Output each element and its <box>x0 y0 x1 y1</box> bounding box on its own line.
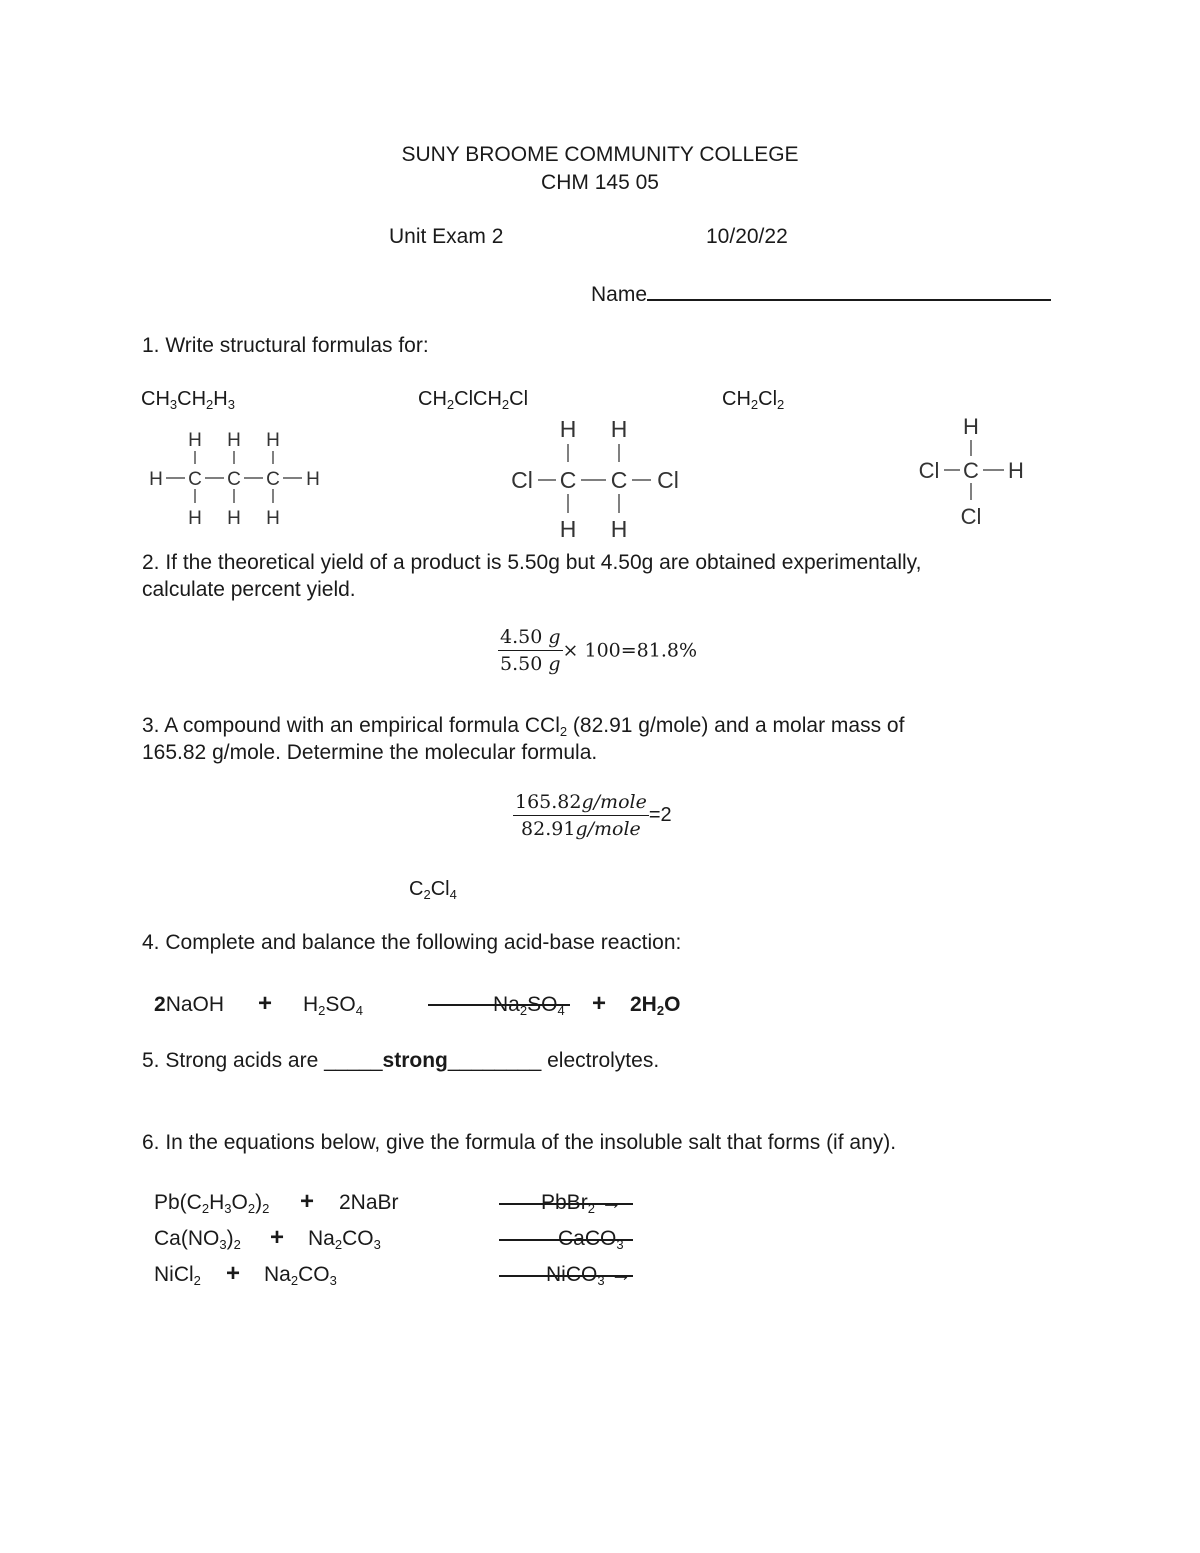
svg-text:H: H <box>559 416 577 442</box>
course-code: CHM 145 05 <box>541 171 659 194</box>
name-label: Name <box>591 283 648 306</box>
structure-dichloroethane <box>500 410 700 545</box>
svg-text:C: C <box>559 467 577 493</box>
svg-text:H: H <box>306 469 320 490</box>
q6-row1-plus: + <box>300 1188 315 1215</box>
svg-text:H: H <box>963 414 979 439</box>
question-4-prompt: 4. Complete and balance the following acid-base reaction: <box>142 931 682 954</box>
q6-row1-reactant-1: $Pb(C_2H_3O_2)_2$ <box>154 1191 270 1216</box>
svg-text:C: C <box>188 469 202 490</box>
svg-text:H: H <box>610 416 628 442</box>
q4-product-2: $2H_2O$ <box>630 993 681 1018</box>
q2-fraction: $\frac{4.50 g}{5.50 g}$ <box>500 626 561 675</box>
svg-text:Cl: Cl <box>918 458 940 483</box>
svg-text:Cl: Cl <box>511 467 533 493</box>
q4-reactant-2: $H_2SO_4$ <box>303 993 363 1018</box>
q6-row1-reactant-2: 2NaBr <box>339 1191 399 1214</box>
q1-formula-3: $CH_2Cl_2$ <box>722 388 785 412</box>
q3-equation: $\frac{\text{165.82g/mole}}{\text{82.91g/mole}}$ =2 <box>515 791 672 840</box>
q6-row3-reactant-2: $Na_2CO_3$ <box>264 1263 337 1288</box>
exam-title: Unit Exam 2 <box>389 225 504 248</box>
question-2-line1: 2. If the theoretical yield of a product is 5.50g but 4.50g are obtained experimentally, <box>142 551 922 574</box>
svg-text:H: H <box>610 516 628 542</box>
q4-reactant-1: 2NaOH <box>154 993 225 1016</box>
svg-text:H: H <box>559 516 577 542</box>
q3-fraction: $\frac{\text{165.82g/mole}}{\text{82.91g/mole}}$ <box>515 791 647 840</box>
name-underline <box>647 279 1051 301</box>
q6-row3-reactant-1: NiCl$_2$ <box>154 1263 201 1288</box>
structure-propane <box>140 420 340 535</box>
svg-text:Cl: Cl <box>657 467 679 493</box>
q1-formula-2: $CH_2ClCH_2Cl$ <box>418 388 529 412</box>
svg-text:H: H <box>227 508 241 529</box>
svg-text:H: H <box>149 469 163 490</box>
q6-row3-plus: + <box>226 1260 241 1287</box>
svg-text:Cl: Cl <box>960 504 982 529</box>
svg-text:H: H <box>266 430 280 451</box>
q6-row2-reactant-1: $Ca(NO_3)_2$ <box>154 1227 241 1252</box>
q6-row2-reactant-2: $Na_2CO_3$ <box>308 1227 381 1252</box>
question-3-line1: 3. A compound with an empirical formula CCl$_2$ (82.91 g/mole) and a molar mass of <box>142 714 905 739</box>
q6-row1-product: PbBr$_2$ → <box>541 1191 622 1216</box>
question-5: 5. Strong acids are _____strong________ electrolytes. <box>142 1049 660 1072</box>
q1-formula-1: $CH_3CH_2H_3$ <box>141 388 235 412</box>
q5-answer: strong <box>382 1049 448 1072</box>
q4-plus-1: + <box>258 990 273 1017</box>
q4-plus-2: + <box>592 990 607 1017</box>
structure-dichloromethane <box>908 410 1038 535</box>
svg-text:H: H <box>188 430 202 451</box>
svg-text:C: C <box>227 469 241 490</box>
q3-answer: $C_2Cl_4$ <box>409 878 457 902</box>
q4-product-1: $Na_2SO_4$ <box>493 993 565 1018</box>
svg-text:C: C <box>963 458 979 483</box>
question-2-line2: calculate percent yield. <box>142 578 356 601</box>
question-1-prompt: 1. Write structural formulas for: <box>142 334 429 357</box>
q6-row2-plus: + <box>270 1224 285 1251</box>
svg-text:C: C <box>610 467 628 493</box>
question-6-prompt: 6. In the equations below, give the formula of the insoluble salt that forms (if any). <box>142 1131 897 1154</box>
svg-text:H: H <box>188 508 202 529</box>
q6-row3-product: NiCO$_3$ → <box>546 1263 632 1288</box>
question-3-line2: 165.82 g/mole. Determine the molecular formula. <box>142 741 598 764</box>
college-title: SUNY BROOME COMMUNITY COLLEGE <box>401 143 799 166</box>
svg-text:H: H <box>227 430 241 451</box>
q6-row2-product: CaCO$_3$ <box>558 1227 624 1252</box>
exam-date: 10/20/22 <box>706 225 788 248</box>
svg-text:C: C <box>266 469 280 490</box>
name-field[interactable] <box>591 279 1051 307</box>
svg-text:H: H <box>1008 458 1024 483</box>
q2-equation: $\frac{4.50 g}{5.50 g}$ × 100=81.8% <box>500 626 698 675</box>
svg-text:H: H <box>266 508 280 529</box>
